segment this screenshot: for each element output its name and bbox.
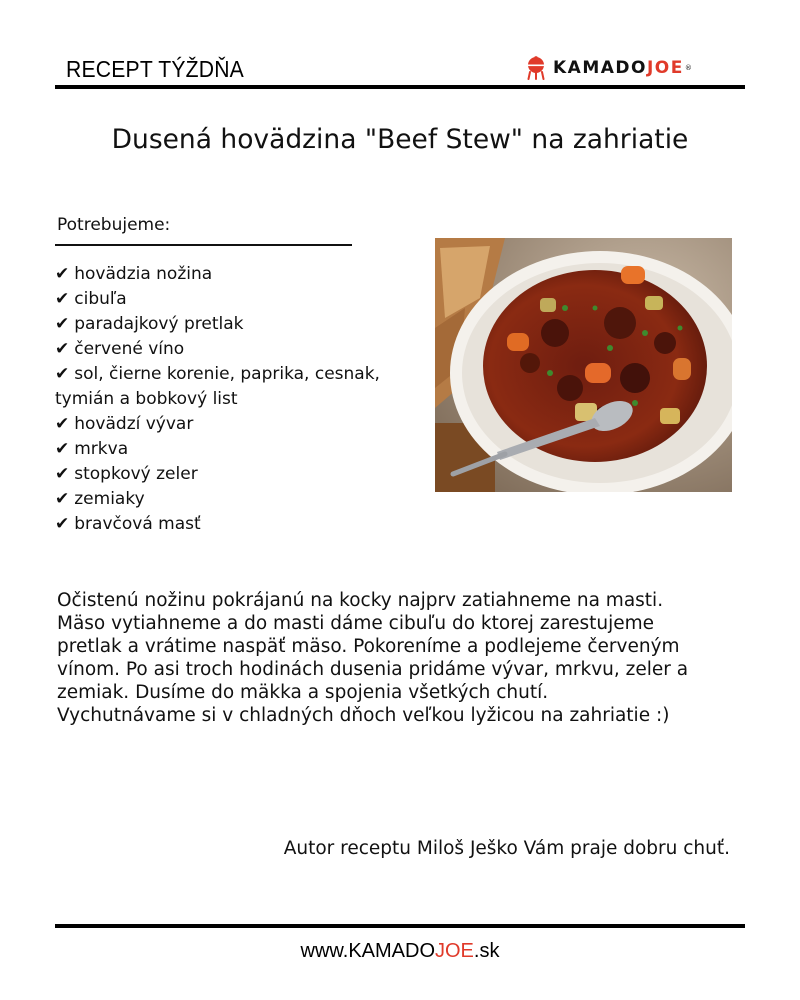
ingredient-item: ✔ cibuľa <box>55 289 127 309</box>
check-icon: ✔ <box>55 414 70 434</box>
ingredient-item: ✔ stopkový zeler <box>55 464 198 484</box>
registered-mark: ® <box>684 64 692 72</box>
ingredients-heading: Potrebujeme: <box>57 215 171 235</box>
ingredient-item: ✔ hovädzia nožina <box>55 264 213 284</box>
ingredient-item: ✔ mrkva <box>55 439 129 459</box>
check-icon: ✔ <box>55 489 70 509</box>
method-line: pretlak a vrátime naspäť mäso. Pokoreníme a podlejeme červeným <box>57 636 680 657</box>
check-icon: ✔ <box>55 289 70 309</box>
recipe-title: Dusená hovädzina "Beef Stew" na zahriatie <box>111 124 689 155</box>
ingredients-list <box>55 262 425 537</box>
method-line: vínom. Po asi troch hodinách dusenia pridáme vývar, mrkvu, zeler a <box>57 659 689 680</box>
method-line: Očistenú nožinu pokrájanú na kocky najprv zatiahneme na masti. <box>57 590 664 611</box>
check-icon: ✔ <box>55 364 70 384</box>
method-line: Mäso vytiahneme a do masti dáme cibuľu do ktorej zarestujeme <box>57 613 654 634</box>
ingredient-item: ✔ sol, čierne korenie, paprika, cesnak, <box>55 364 380 384</box>
check-icon: ✔ <box>55 439 70 459</box>
page-header-title: RECEPT TÝŽDŇA <box>66 56 244 82</box>
beef-stew-bowl-image <box>435 238 732 492</box>
kamado-joe-logo <box>526 55 692 81</box>
ingredient-item: ✔ červené víno <box>55 339 185 359</box>
ingredient-item: ✔ bravčová masť <box>55 514 201 534</box>
method-line: zemiak. Dusíme do mäkka a spojenia všetkých chutí. <box>57 682 549 703</box>
bottom-divider <box>55 924 745 928</box>
ingredient-item: ✔ zemiaky <box>55 489 145 509</box>
check-icon: ✔ <box>55 314 70 334</box>
method-text <box>57 589 757 727</box>
method-line: Vychutnávame si v chladných dňoch veľkou lyžicou na zahriatie :) <box>57 705 670 726</box>
author-signature: Autor receptu Miloš Ješko Vám praje dobru chuť. <box>283 838 730 859</box>
check-icon: ✔ <box>55 264 70 284</box>
footer-website-link[interactable]: www.KAMADOJOE.sk <box>300 940 500 962</box>
check-icon: ✔ <box>55 514 70 534</box>
logo-wordmark: KAMADOJOE <box>553 58 684 78</box>
ingredient-item: ✔ hovädzí vývar <box>55 414 194 434</box>
kamado-egg-icon <box>526 56 546 80</box>
ingredient-continuation: tymián a bobkový list <box>55 389 238 409</box>
check-icon: ✔ <box>55 464 70 484</box>
ingredient-item: ✔ paradajkový pretlak <box>55 314 244 334</box>
top-divider <box>55 85 745 89</box>
ingredients-underline <box>55 244 352 246</box>
check-icon: ✔ <box>55 339 70 359</box>
